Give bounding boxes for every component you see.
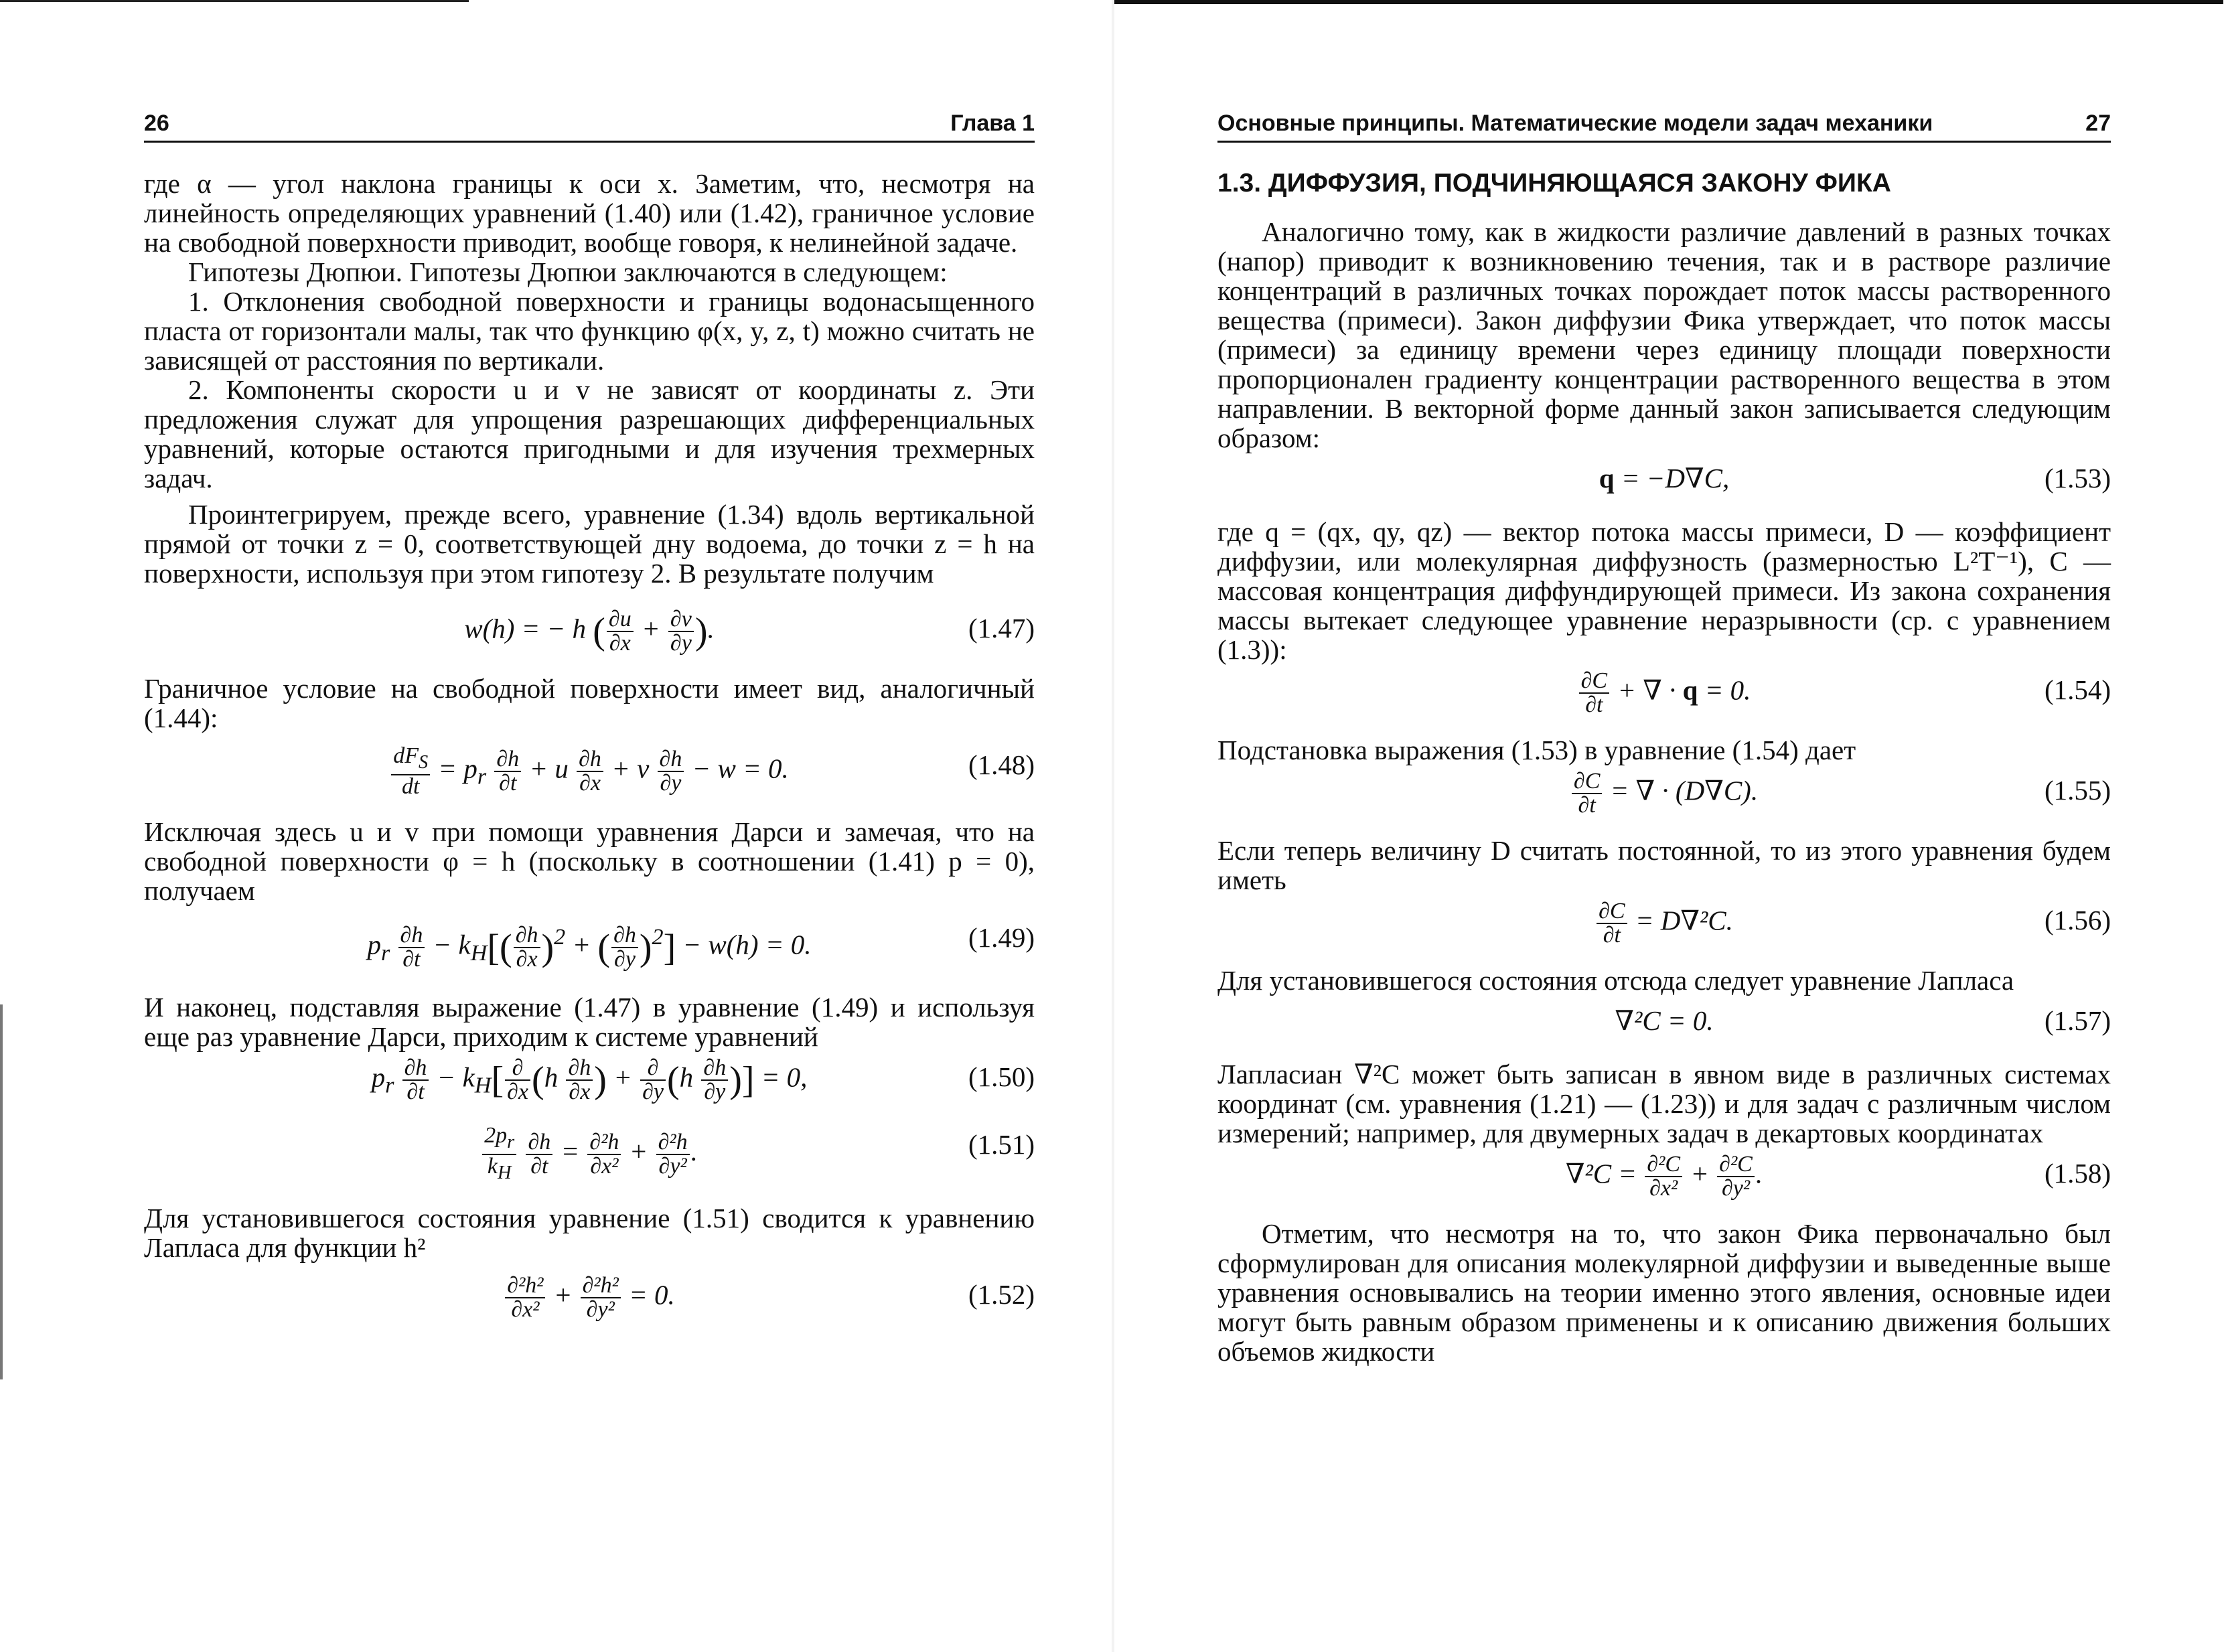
scan-edge-left	[0, 1004, 3, 1379]
right-page	[1217, 0, 2111, 1652]
equation-number: (1.53)	[2044, 463, 2111, 494]
equation: $\frac{2p_r}{k_H}$ $\frac{\partial h}{\partial t}$ = $\frac{\text{∂²h}}{\text{∂x²}}$ + $\frac{\text{∂²h}}{\text{∂y²}}$ . (1.51)	[144, 1124, 1035, 1185]
left-page	[144, 0, 1035, 1652]
book-spine	[1112, 0, 1114, 1652]
right-running-head	[1217, 106, 2111, 143]
paragraph: Подстановка выражения (1.53) в уравнение (1.54) дает	[1217, 735, 1856, 765]
right-body	[1217, 169, 2111, 1366]
equation: $\frac{\partial C}{\partial t}$ + ∇ · q = 0. (1.54)	[1217, 670, 2111, 717]
paragraph: где α — угол наклона границы к оси x. Заметим, что, несмотря на линейность определяющих уравнений (1.40) или (1.42), граничное условие на свободной поверхности приводит, вообще говоря, к нелинейной задаче.	[144, 168, 1035, 258]
paragraph: Отметим, что несмотря на то, что закон Фика первоначально был сформулирован для описания молекулярной диффузии и выведенные выше уравнения основывались на теории именно этого явления, основные идеи могут быть равным образом применены и к описанию движения больших объемов жидкости	[1217, 1218, 2111, 1367]
paragraph: Лапласиан ∇²C может быть записан в явном виде в различных системах координат (см. уравнения (1.21) — (1.23)) и для задач с различным числом измерений; например, для двумерных задач в декартовых координатах	[1217, 1059, 2111, 1148]
equation: $\frac{dF_S}{dt}$ = $p_r$ $\frac{\partial h}{\partial t}$ + u $\frac{\partial h}{\partial x}$ + v $\frac{\partial h}{\partial y}$ − w = 0. (1.48)	[144, 745, 1035, 798]
equation: $p_r$ $\frac{\partial h}{\partial t}$ − $k_H$[ $\frac{\partial}{\partial x}$ (h $\frac{\partial h}{\partial x}$ ) + $\frac{\partial}{\partial y}$ (h $\frac{\partial h}{\partial y}$ )] = 0, (1.50)	[371, 1055, 1035, 1104]
equation-number: (1.54)	[2044, 674, 2111, 705]
equation: $\frac{\partial C}{\partial t}$ = D∇²C. (1.56)	[1217, 900, 2111, 947]
left-body	[144, 169, 1035, 1340]
paragraph: Граничное условие на свободной поверхности имеет вид, аналогичный (1.44):	[144, 673, 1035, 733]
equation-number: (1.57)	[2044, 1005, 2111, 1036]
right-page-number: 27	[2085, 110, 2111, 136]
left-running-head	[144, 106, 1035, 143]
right-running-title: Основные принципы. Математические модели задач механики	[1217, 110, 1933, 136]
paragraph: где q = (qx, qy, qz) — вектор потока массы примеси, D — коэффициент диффузии, или молекулярная диффузность (размерностью L²T⁻¹), C — массовая концентрация диффундирующей примеси. Из закона сохранения массы вытекает следующее уравнение неразрывности (ср. с уравнением (1.3)):	[1217, 516, 2111, 665]
equation-number: (1.58)	[2044, 1158, 2111, 1189]
equation: ∇²C = $\frac{\text{∂²C}}{\text{∂x²}}$ + $\frac{\text{∂²C}}{\text{∂y²}}$ . (1.58)	[1565, 1152, 2111, 1201]
equation-number: (1.48)	[968, 749, 1035, 780]
paragraph: 2. Компоненты скорости u и v не зависят от координаты z. Эти предложения служат для упрощения разрешающих дифференциальных уравнений, которые остаются пригодными и для изучения трехмерных задач.	[144, 374, 1035, 494]
paragraph: Для установившегося состояния отсюда следует уравнение Лапласа	[1217, 965, 2014, 996]
paragraph: Исключая здесь u и v при помощи уравнения Дарси и замечая, что на свободной поверхности φ = h (поскольку в соотношении (1.41) p = 0), получаем	[144, 816, 1035, 906]
left-chapter-title: Глава 1	[950, 110, 1035, 136]
equation: ∇²C = 0. (1.57)	[1217, 1000, 2111, 1041]
paragraph: Гипотезы Дюпюи. Гипотезы Дюпюи заключаются в следующем:	[188, 256, 948, 287]
paragraph: Проинтегрируем, прежде всего, уравнение (1.34) вдоль вертикальной прямой от точки z = 0, соответствующей дну водоема, до точки z = h на поверхности, используя при этом гипотезу 2. В результате получим	[144, 499, 1035, 589]
equation-number: (1.55)	[2044, 775, 2111, 806]
equation: $p_r$ $\frac{\partial h}{\partial t}$ − $k_H$[( $\frac{\partial h}{\partial x}$ )$^2$ + ( $\frac{\partial h}{\partial y}$ )$^2$] − w(h) = 0. (1.49)	[144, 917, 1035, 974]
equation: q = −D∇C, (1.53)	[1217, 458, 2111, 498]
equation-number: (1.50)	[968, 1061, 1035, 1092]
equation-number: (1.52)	[968, 1278, 1035, 1310]
left-page-number: 26	[144, 110, 169, 136]
equation-number: (1.49)	[968, 921, 1035, 953]
paragraph: 1. Отклонения свободной поверхности и границы водонасыщенного пласта от горизонтали малы, так что функцию φ(x, y, z, t) можно считать не зависящей от расстояния по вертикали.	[144, 286, 1035, 376]
equation: w(h) = − h ( $\frac{\partial u}{\partial x}$ + $\frac{\partial v}{\partial y}$ ). (1.47)	[464, 607, 1035, 656]
paragraph: Если теперь величину D считать постоянной, то из этого уравнения будем иметь	[1217, 835, 2111, 895]
equation: $\frac{\partial C}{\partial t}$ = ∇ · (D∇C). (1.55)	[1217, 770, 2111, 817]
equation-number: (1.56)	[2044, 905, 2111, 935]
paragraph: Для установившегося состояния уравнение (1.51) сводится к уравнению Лапласа для функции h²	[144, 1202, 1035, 1263]
section-heading: 1.3. ДИФФУЗИЯ, ПОДЧИНЯЮЩАЯСЯ ЗАКОНУ ФИКА	[1217, 169, 1891, 198]
equation-number: (1.51)	[968, 1129, 1035, 1160]
equation: $\frac{\text{∂²h²}}{\text{∂x²}}$ + $\frac{\text{∂²h²}}{\text{∂y²}}$ = 0. (1.52)	[144, 1274, 1035, 1321]
paragraph: Аналогично тому, как в жидкости различие давлений в разных точках (напор) приводит к возникновению течения, так и в растворе различие концентраций в различных точках порождает поток массы растворенного вещества (примеси). Закон диффузии Фика утверждает, что поток массы (примеси) за единицу времени через единицу площади поверхности пропорционален градиенту концентрации растворенного вещества в этом направлении. В векторной форме данный закон записывается следующим образом:	[1217, 216, 2111, 453]
equation-number: (1.47)	[968, 613, 1035, 644]
paragraph: И наконец, подставляя выражение (1.47) в уравнение (1.49) и используя еще раз уравнение Дарси, приходим к системе уравнений	[144, 991, 1035, 1052]
